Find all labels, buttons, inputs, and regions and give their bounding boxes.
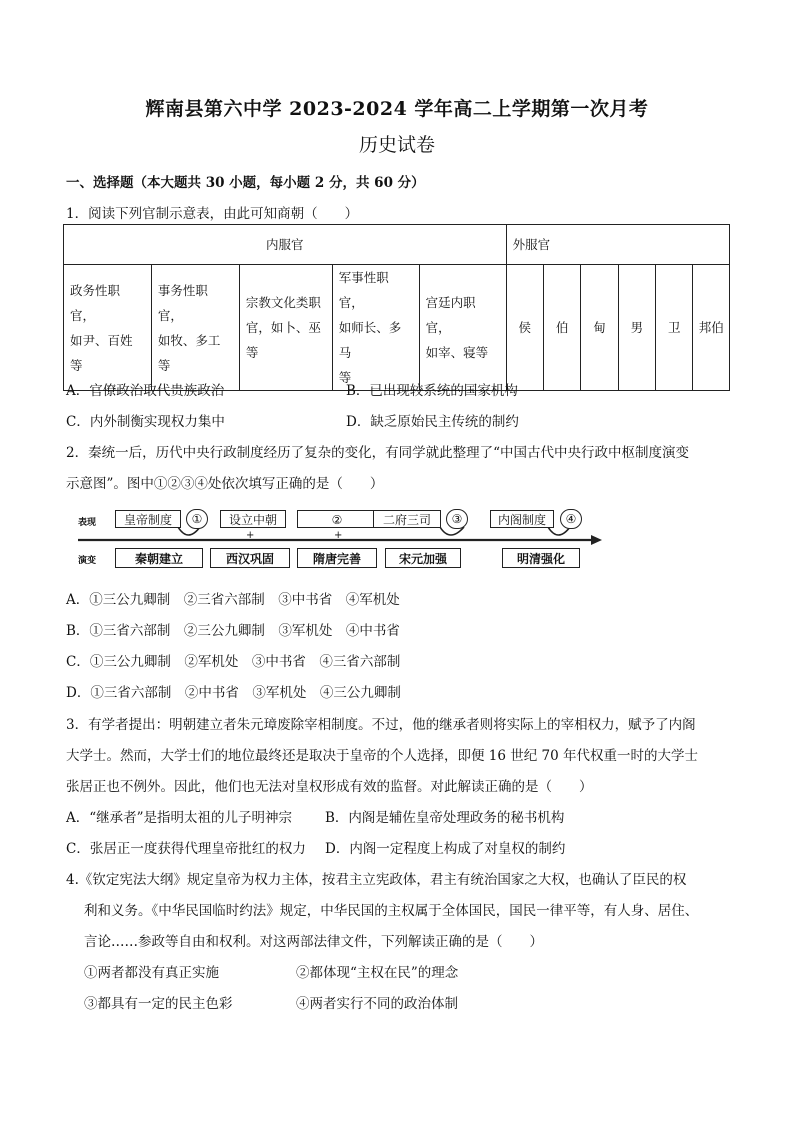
q1-official-table [63,224,730,391]
table-cell: 伯 [543,265,580,391]
diagram-plus: + [246,530,255,541]
q4-stem-line1: 4.《钦定宪法大纲》规定皇帝为权力主体，按君主立宪政体，君主有统治国家之大权，也确认了臣民的权 [66,872,687,888]
diagram-circle-1: ① [186,509,208,529]
q4-stem-line3: 言论……参政等自由和权利。对这两部法律文件，下列解读正确的是（ ） [84,934,543,950]
q4-stem-line2: 利和义务。《中华民国临时约法》规定，中华民国的主权属于全体国民，国民一律平等，有人身、居住、 [84,903,699,919]
q1-stem: 1．阅读下列官制示意表，由此可知商朝（ ） [66,206,359,222]
q3-option-c: C．张居正一度获得代理皇帝批红的权力 [66,841,306,857]
diagram-circle-3: ③ [446,509,468,529]
diagram-top-box: 设立中朝 [220,510,286,528]
outer-officials-header: 外服官 [506,225,729,265]
q2-evolution-diagram [70,503,610,573]
q2-stem-line2: 示意图”。图中①②③④处依次填写正确的是（ ） [66,476,384,492]
exam-subtitle: 历史试卷 [358,134,435,156]
q3-stem-line3: 张居正也不例外。因此，他们也无法对皇权形成有效的监督。对此解读正确的是（ ） [66,779,593,795]
q3-option-a: A．“继承者”是指明太祖的儿子明神宗 [66,810,293,826]
table-cell: 军事性职官， 如师长、多马 等 [332,265,419,391]
q2-option-d: D．①三省六部制 ②中书省 ③军机处 ④三公九卿制 [66,685,401,701]
q1-option-c: C．内外制衡实现权力集中 [66,414,225,430]
q3-option-b: B．内阁是辅佐皇帝处理政务的秘书机构 [325,810,565,826]
diagram-top-box: 二府三司 [373,510,441,528]
diagram-bottom-box: 西汉巩固 [210,548,290,568]
q2-stem-line1: 2．秦统一后，历代中央行政制度经历了复杂的变化，有同学就此整理了“中国古代中央行政中枢制度演变 [66,445,689,461]
table-cell: 宫廷内职官， 如宰、寝等 [419,265,506,391]
q4-item-2: ②都体现“主权在民”的理念 [296,965,459,981]
diagram-top-box: 皇帝制度 [115,510,181,528]
q4-item-4: ④两者实行不同的政治体制 [296,996,458,1012]
table-cell: 甸 [581,265,618,391]
diagram-bottom-box: 宋元加强 [385,548,461,568]
q1-option-b: B．已出现较系统的国家机构 [346,383,518,399]
diagram-top-box: 内阁制度 [490,510,554,528]
table-cell: 政务性职官， 如尹、百姓等 [64,265,152,391]
section-heading: 一、选择题（本大题共 30 小题，每小题 2 分，共 60 分） [66,175,425,191]
q3-stem-line1: 3．有学者提出：明朝建立者朱元璋废除宰相制度。不过，他的继承者则将实际上的宰相权力，赋予了内阁 [66,717,696,733]
diagram-bottom-box: 秦朝建立 [115,548,203,568]
table-cell: 男 [618,265,655,391]
exam-title: 辉南县第六中学 2023-2024 学年高二上学期第一次月考 [145,98,649,120]
table-cell: 邦伯 [693,265,730,391]
q2-option-c: C．①三公九卿制 ②军机处 ③中书省 ④三省六部制 [66,654,401,670]
inner-officials-header: 内服官 [64,225,507,265]
table-cell: 宗教文化类职 官，如卜、巫 等 [239,265,332,391]
diagram-circle-4: ④ [560,509,582,529]
diagram-plus: + [334,530,343,541]
q1-option-a: A．官僚政治取代贵族政治 [66,383,225,399]
q4-item-3: ③都具有一定的民主色彩 [84,996,233,1012]
q3-stem-line2: 大学士。然而，大学士们的地位最终还是取决于皇帝的个人选择，即便 16 世纪 70 年代权重一时的大学士 [66,748,699,764]
diagram-bottom-box: 隋唐完善 [297,548,377,568]
diagram-bottom-box: 明清强化 [502,548,580,568]
table-cell: 侯 [506,265,543,391]
table-cell: 卫 [656,265,693,391]
diagram-top-box: ② [297,510,377,528]
q3-option-d: D．内阁一定程度上构成了对皇权的制约 [325,841,566,857]
q1-option-d: D．缺乏原始民主传统的制约 [346,414,519,430]
diagram-label-bottom: 演变 [78,556,97,566]
diagram-label-top: 表现 [78,518,97,528]
q2-option-b: B．①三省六部制 ②三公九卿制 ③军机处 ④中书省 [66,623,400,639]
q4-item-1: ①两者都没有真正实施 [84,965,219,981]
table-cell: 事务性职官， 如牧、多工等 [151,265,239,391]
q2-option-a: A．①三公九卿制 ②三省六部制 ③中书省 ④军机处 [66,592,400,608]
